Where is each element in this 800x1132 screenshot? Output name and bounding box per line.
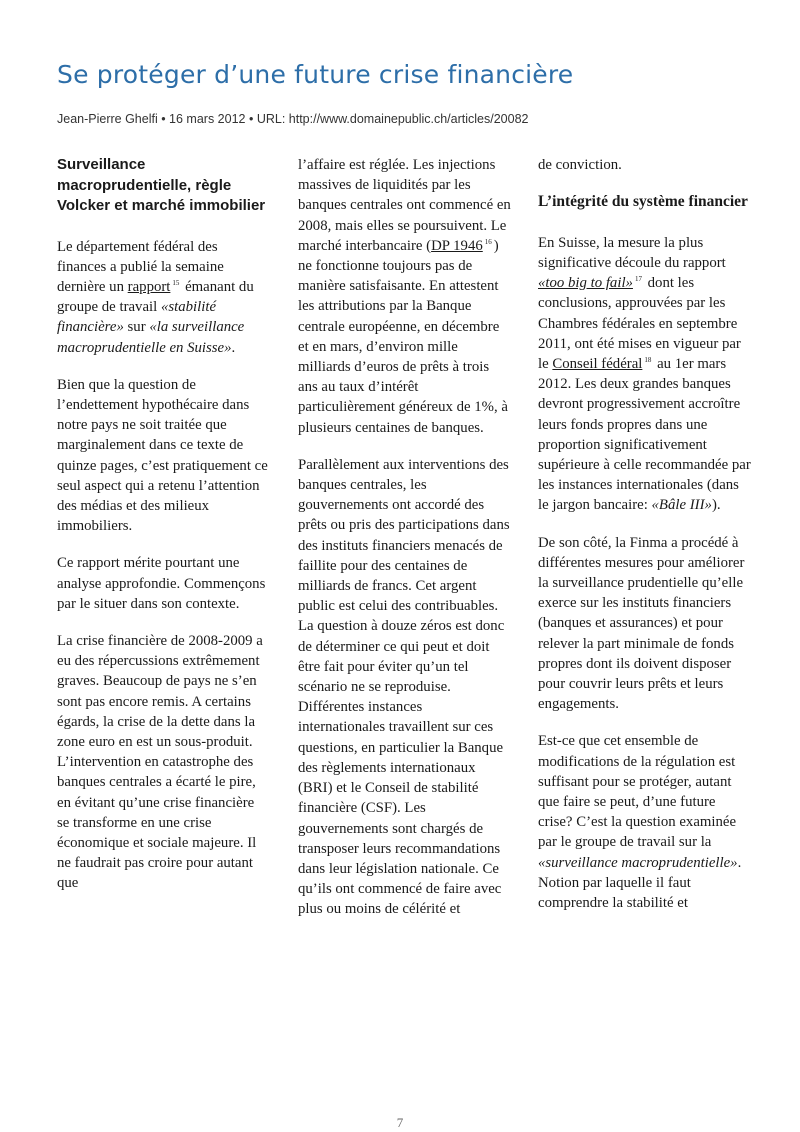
conseil-federal-link[interactable]: Conseil fédéral xyxy=(552,355,643,372)
page-number: 7 xyxy=(396,1115,404,1130)
paragraph: Le département fédéral des finances a publié la semaine dernière un rapport $^{15}$ émanant du groupe de travail «stabilité financière» sur «la surveillance macroprudentielle en Suisse». xyxy=(57,238,254,356)
paragraph: En Suisse, la mesure la plus significative découle du rapport «too big to fail» $^{17}$ dont les conclusions, approuvées par les Chambres fédérales en septembre 2011, ont été mises en vigueur par le Conseil fédéral $^{18}$ au 1er mars 2012. Les deux grandes banques devront progressivement accroître leurs fonds propres dans une proportion significativement supérieure à celle recommandée par les instances internationales (dans le jargon bancaire: «Bâle III»). xyxy=(538,234,751,514)
column-3 xyxy=(538,155,752,930)
footnote-ref: 16 xyxy=(484,237,492,246)
paragraph: Ce rapport mérite pourtant une analyse approfondie. Commençons par le situer dans son contexte. xyxy=(57,555,266,612)
rapport-link[interactable]: rapport xyxy=(127,278,171,295)
column-1 xyxy=(57,155,270,911)
paragraph: Bien que la question de l’endettement hypothécaire dans notre pays ne soit traitée que marginalement dans ce texte de quinze pages, c’est pratiquement ce seul aspect qui a retenu l’attention des médias et des milieux immobiliers. xyxy=(57,376,268,535)
dp-1946-link[interactable]: DP 1946 xyxy=(431,237,483,254)
section-heading: L’intégrité du système financier xyxy=(538,193,748,211)
article-title: Se protéger d’une future crise financière xyxy=(57,60,574,89)
footnote-ref: 15 xyxy=(172,278,180,287)
paragraph: La crise financière de 2008-2009 a eu des répercussions extrêmement graves. Beaucoup de pays ne s’en sont pas encore remis. A certains égards, la crise de la dette dans la zone euro en est un sous-produit. L’intervention en catastrophe des banques centrales a écarté le pire, en évitant qu’une crise financière se transforme en une crise économique et sociale majeure. Il ne faudrait pas croire pour autant que xyxy=(57,632,263,892)
footnote-ref: 17 xyxy=(634,275,642,284)
column-2 xyxy=(298,155,511,937)
footnote-ref: 18 xyxy=(644,356,652,364)
paragraph: Parallèlement aux interventions des banques centrales, les gouvernements ont accordé des prêts ou pris des participations dans des instituts financiers menacés de faillite pour des centaines de milliards de francs. Cet argent public est celui des contribuables. La question à douze zéros est donc de déterminer ce qui peut et doit être fait pour éviter qu’un tel scénario ne se reproduise. Différentes instances internationales travaillent sur ces questions, en particulier la Banque des règlements internationaux (BRI) et le Conseil de stabilité financière (CSF). Les gouvernements sont chargés de transposer leurs recommandations dans leur législation nationale. Ce qu’ils ont commencé de faire avec plus ou moins de célérité et xyxy=(298,456,510,918)
article-meta: Jean-Pierre Ghelfi • 16 mars 2012 • URL: http://www.domainepublic.ch/articles/20082 xyxy=(57,112,529,126)
section-heading: Surveillance macroprudentielle, règle Volcker et marché immobilier xyxy=(57,156,266,214)
paragraph: l’affaire est réglée. Les injections massives de liquidités par les banques centrales ont commencé en 2008, mais elles se poursuivent. Le marché interbancaire (DP 1946 $^{16}$ ) ne fonctionne toujours pas de manière satisfaisante. En attestent les attributions par la Banque centrale européenne, en décembre et en mars, d’environ mille milliards d’euros de prêts à trois ans au taux d’intérêt particulièrement généreux de 1%, à plusieurs centaines de banques. xyxy=(298,157,511,436)
paragraph: de conviction. xyxy=(538,157,622,173)
too-big-to-fail-link[interactable]: «too big to fail» xyxy=(538,275,633,292)
paragraph: De son côté, la Finma a procédé à différentes mesures pour améliorer la surveillance prudentielle qu’elle exerce sur les instituts financiers (banques et assurances) et pour relever la part minimale de fonds propres dont ils doivent disposer pour couvrir leurs prêts et leurs engagements. xyxy=(538,534,745,713)
paragraph: Est-ce que cet ensemble de modifications de la régulation est suffisant pour se protéger, autant que faire se peut, d’une future crise? C’est la question examinée par le groupe de travail sur la «surveillance macroprudentielle». Notion par laquelle il faut comprendre la stabilité et xyxy=(538,733,742,911)
